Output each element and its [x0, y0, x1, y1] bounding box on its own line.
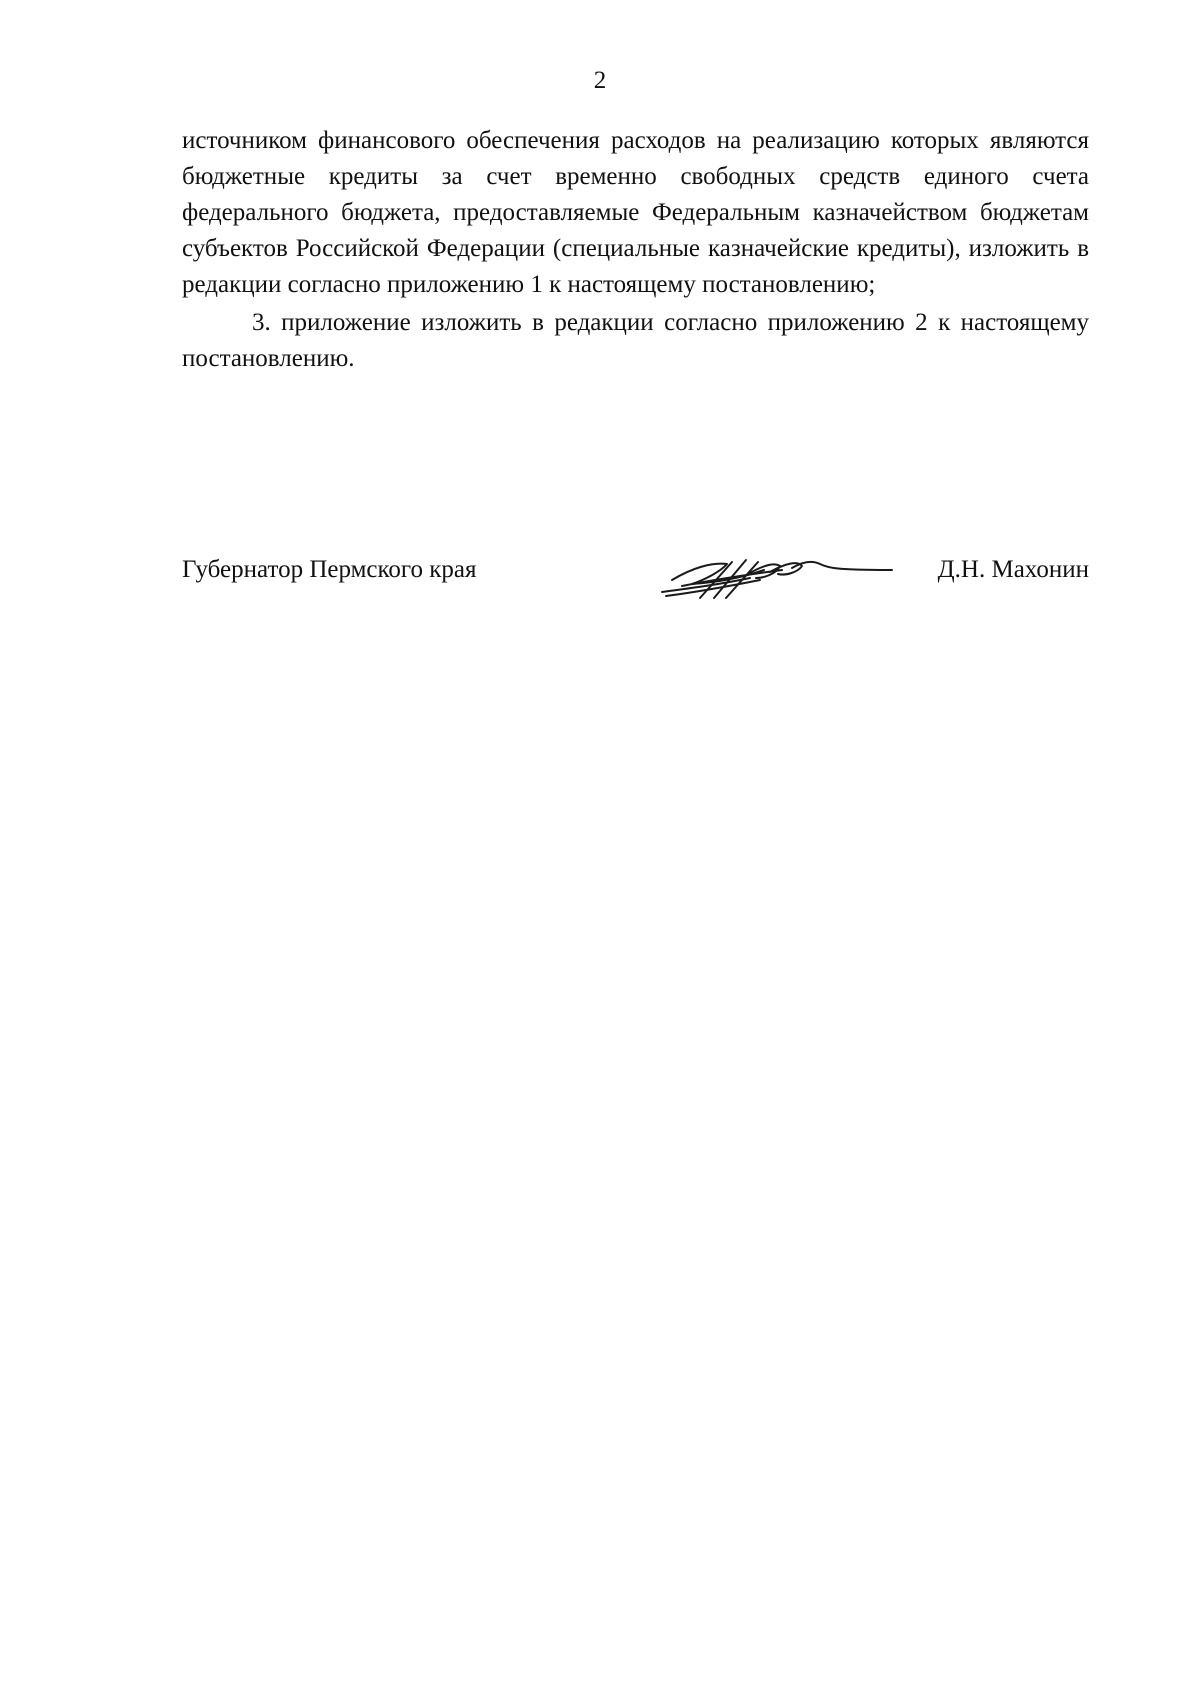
paragraph-continuation: источником финансового обеспечения расходов на реализацию которых являются бюджетные кредиты за счет временно свободных средств единого счета федерального бюджета, предоставляемые Федеральным казначейством бюджетам субъектов Российской Федерации (специальные казначейские кредиты), изложить в редакции согласно приложению 1 к настоящему постановлению; — [182, 127, 1089, 298]
signer-title: Губернатор Пермского края — [182, 556, 477, 583]
paragraph-item-3: 3. приложение изложить в редакции согласно приложению 2 к настоящему постановлению. — [182, 309, 1089, 372]
signature-block — [182, 540, 1089, 610]
signer-name: Д.Н. Махонин — [937, 556, 1089, 583]
document-body — [182, 123, 1089, 377]
handwritten-signature — [652, 540, 902, 610]
page-number: 2 — [593, 67, 607, 94]
